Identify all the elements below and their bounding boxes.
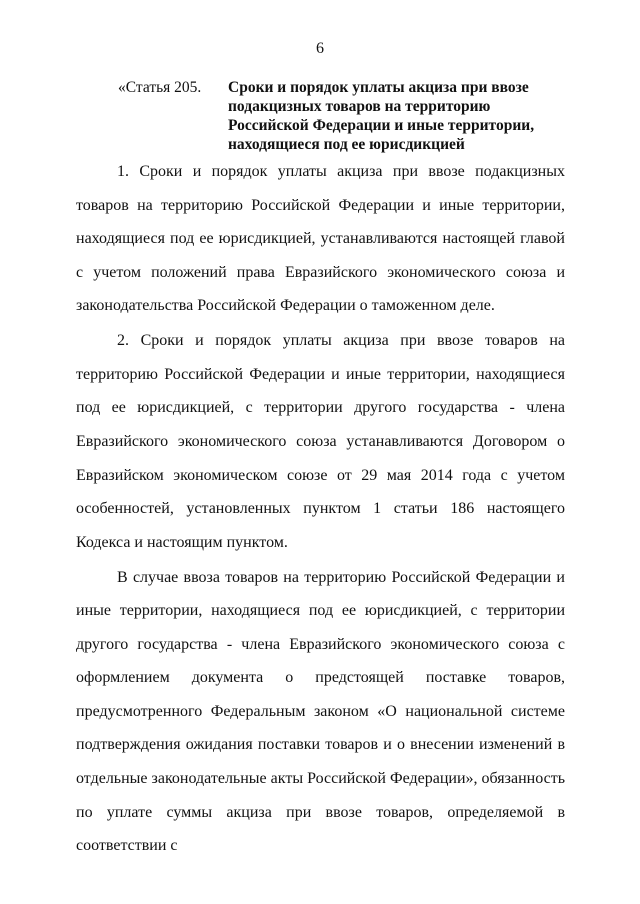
paragraph-1: 1. Сроки и порядок уплаты акциза при ввозе подакцизных товаров на территорию Российской Федерации и иные территории, находящиеся под ее юрисдикцией, устанавливаются настоящей главой с учетом положений права Евразийского экономического союза и законодательства Российской Федерации о таможенном деле. — [76, 163, 565, 315]
paragraph-2: 2. Сроки и порядок уплаты акциза при ввозе товаров на территорию Российской Федерации и иные территории, находящиеся под ее юрисдикцией, с территории другого государства - члена Евразийского экономического союза устанавливаются Договором о Евразийском экономическом союзе от 29 мая 2014 года с учетом особенностей, установленных пунктом 1 статьи 186 настоящего Кодекса и настоящим пунктом. — [76, 332, 565, 551]
page-number: 6 — [316, 40, 324, 57]
article-title: Сроки и порядок уплаты акциза при ввозе подакцизных товаров на территорию Российской Федерации и иные территории, находящиеся под ее юрисдикцией — [228, 79, 535, 153]
paragraph-3: В случае ввоза товаров на территорию Российской Федерации и иные территории, находящиеся под ее юрисдикцией, с территории другого государства - члена Евразийского экономического союза с оформлением документа о предстоящей поставке товаров, предусмотренного Федеральным законом «О национальной системе подтверждения ожидания поставки товаров и о внесении изменений в отдельные законодательные акты Российской Федерации», обязанность по уплате суммы акциза при ввозе товаров, определяемой в соответствии с — [76, 568, 565, 855]
article-body — [76, 155, 565, 864]
article-label: «Статья 205. — [118, 79, 202, 96]
